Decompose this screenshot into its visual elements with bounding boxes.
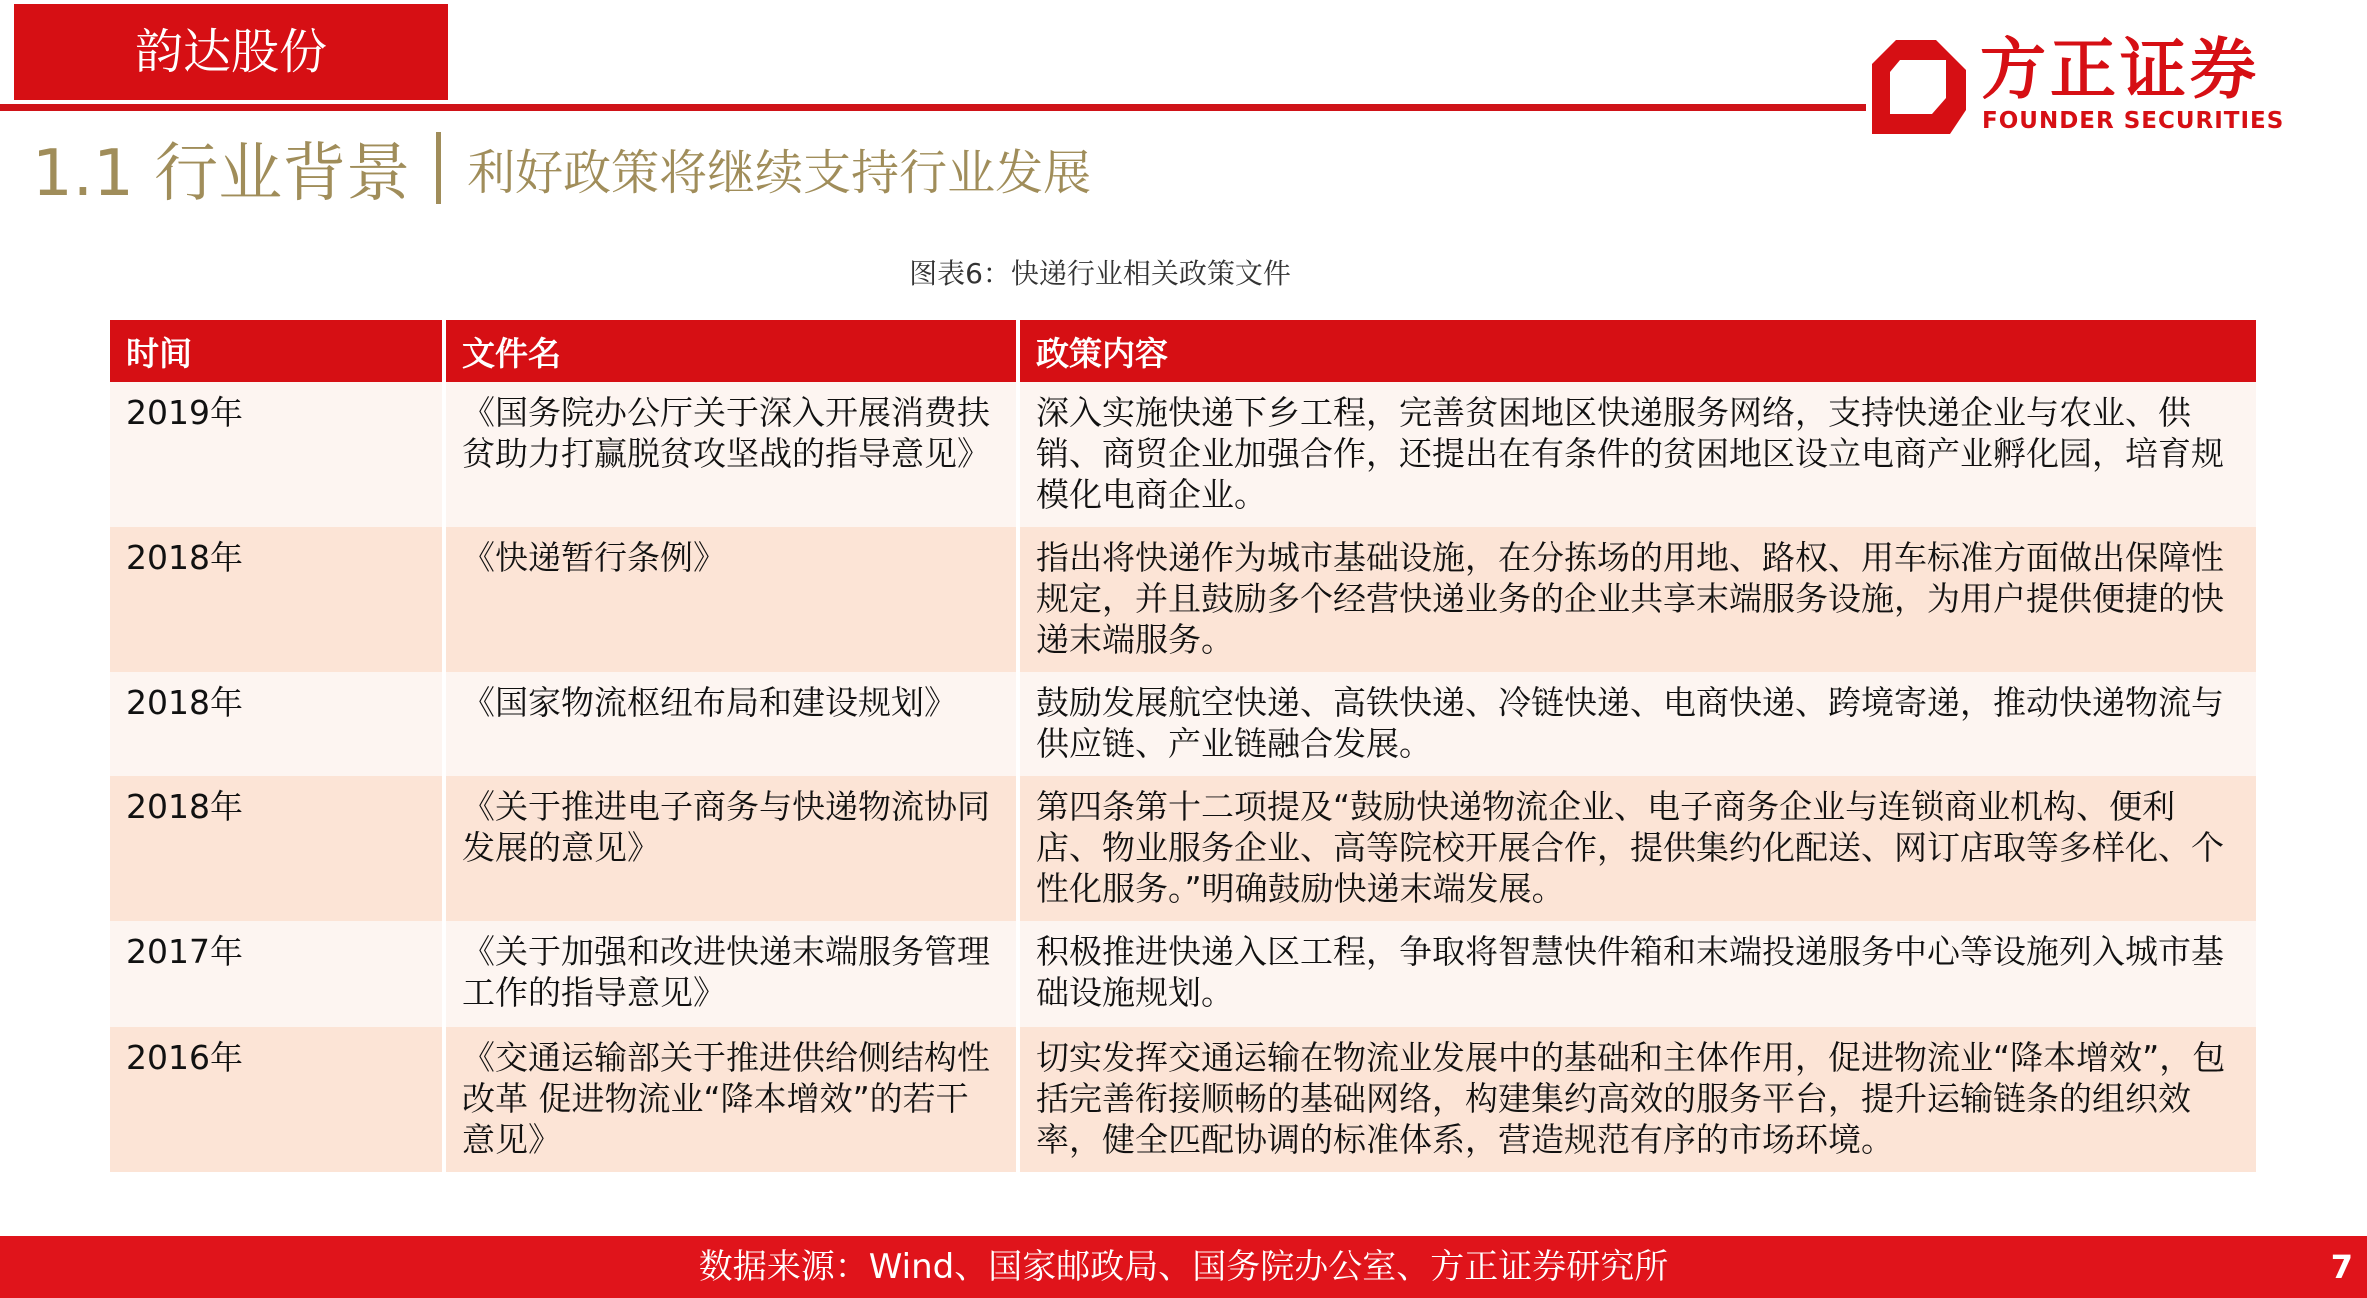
cell-document: 《关于加强和改进快递末端服务管理工作的指导意见》: [442, 921, 1016, 1027]
column-header-content: 政策内容: [1016, 320, 2256, 382]
policy-table: [110, 320, 2256, 1172]
cell-content: 指出将快递作为城市基础设施，在分拣场的用地、路权、用车标准方面做出保障性规定，并且鼓励多个经营快递业务的企业共享末端服务设施，为用户提供便捷的快递末端服务。: [1016, 527, 2256, 672]
cell-content: 积极推进快递入区工程，争取将智慧快件箱和末端投递服务中心等设施列入城市基础设施规划。: [1016, 921, 2256, 1027]
table-header-row: [110, 320, 2256, 382]
section-subtitle: 利好政策将继续支持行业发展: [467, 144, 1092, 201]
table-caption: 图表6：快递行业相关政策文件: [909, 257, 1291, 290]
founder-securities-logo: [1862, 30, 2285, 140]
cell-content: 深入实施快递下乡工程，完善贫困地区快递服务网络，支持快递企业与农业、供销、商贸企业加强合作，还提出在有条件的贫困地区设立电商产业孵化园，培育规模化电商企业。: [1016, 382, 2256, 527]
table-row: [110, 527, 2256, 672]
cell-document: 《关于推进电子商务与快递物流协同发展的意见》: [442, 776, 1016, 921]
page-number: 7: [2330, 1248, 2353, 1286]
cell-document: 《快递暂行条例》: [442, 527, 1016, 672]
cell-time: 2018年: [110, 672, 442, 776]
column-header-time: 时间: [110, 320, 442, 382]
table-row: [110, 776, 2256, 921]
heading-separator: [436, 132, 441, 204]
cell-content: 切实发挥交通运输在物流业发展中的基础和主体作用，促进物流业“降本增效”，包括完善衔接顺畅的基础网络，构建集约高效的服务平台，提升运输链条的组织效率，健全匹配协调的标准体系，营造规范有序的市场环境。: [1016, 1027, 2256, 1172]
footer-bar: [0, 1236, 2367, 1298]
data-source-note: 数据来源：Wind、国家邮政局、国务院办公室、方正证券研究所: [698, 1247, 1669, 1287]
founder-logo-icon: [1862, 30, 1972, 140]
cell-time: 2018年: [110, 776, 442, 921]
cell-time: 2017年: [110, 921, 442, 1027]
cell-time: 2016年: [110, 1027, 442, 1172]
cell-document: 《交通运输部关于推进供给侧结构性改革 促进物流业“降本增效”的若干意见》: [442, 1027, 1016, 1172]
section-heading: [32, 126, 1091, 210]
column-header-document: 文件名: [442, 320, 1016, 382]
cell-content: 第四条第十二项提及“鼓励快递物流企业、电子商务企业与连锁商业机构、便利店、物业服务企业、高等院校开展合作，提供集约化配送、网订店取等多样化、个性化服务。”明确鼓励快递末端发展。: [1016, 776, 2256, 921]
cell-document: 《国务院办公厅关于深入开展消费扶贫助力打赢脱贫攻坚战的指导意见》: [442, 382, 1016, 527]
table-row: [110, 382, 2256, 527]
cell-time: 2018年: [110, 527, 442, 672]
cell-time: 2019年: [110, 382, 442, 527]
table-row: [110, 1027, 2256, 1172]
section-title: 1.1 行业背景: [32, 137, 411, 211]
cell-document: 《国家物流枢纽布局和建设规划》: [442, 672, 1016, 776]
table-row: [110, 672, 2256, 776]
cell-content: 鼓励发展航空快递、高铁快递、冷链快递、电商快递、跨境寄递，推动快递物流与供应链、产业链融合发展。: [1016, 672, 2256, 776]
header-divider: [0, 104, 1866, 111]
logo-chinese-name: 方正证券: [1980, 31, 2260, 108]
logo-english-name: FOUNDER SECURITIES: [1982, 108, 2285, 134]
table-row: [110, 921, 2256, 1027]
company-tag: 韵达股份: [14, 4, 448, 100]
